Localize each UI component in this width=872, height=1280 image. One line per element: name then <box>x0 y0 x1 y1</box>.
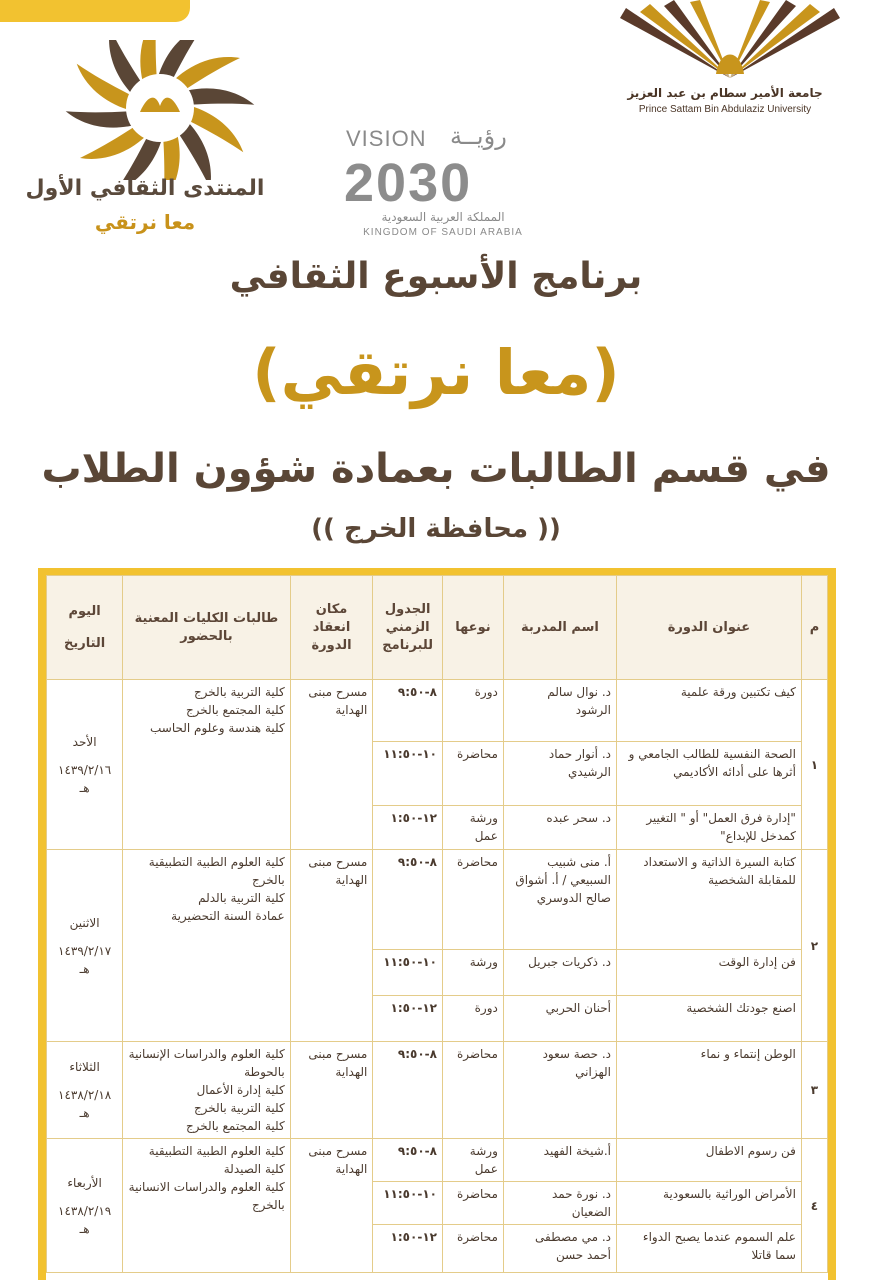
day-name: الاثنين <box>69 915 100 930</box>
vision-kingdom-arabic: المملكة العربية السعودية <box>381 210 505 224</box>
college-item: كلية هندسة وعلوم الحاسب <box>149 721 285 735</box>
course-type: ورشة <box>442 950 503 996</box>
program-title: برنامج الأسبوع الثقافي <box>229 256 643 297</box>
group-number: ٤ <box>801 1139 827 1273</box>
university-logo <box>600 0 860 120</box>
header-m: م <box>801 576 827 680</box>
course-time: ١٢-١:٥٠ <box>373 1225 443 1273</box>
trainer-name: د. أنوار حماد الرشيدي <box>503 742 616 806</box>
college-item: عمادة السنة التحضيرية <box>171 909 285 923</box>
department-title: في قسم الطالبات بعمادة شؤون الطلاب <box>41 446 831 492</box>
course-time: ١٠-١١:٥٠ <box>373 742 443 806</box>
course-title: اصنع جودتك الشخصية <box>617 996 802 1042</box>
day-name: الثلاثاء <box>69 1060 100 1074</box>
college-item: كلية المجتمع بالخرج <box>185 1119 285 1133</box>
vision-word: VISION <box>346 126 427 151</box>
trainer-name: أحنان الحربي <box>503 996 616 1042</box>
program-slogan: (معا نرتقي) <box>252 336 620 409</box>
trainer-name: د. ذكريات جبريل <box>503 950 616 996</box>
venue: مسرح مبنى الهداية <box>290 680 373 850</box>
course-title: كتابة السيرة الذاتية و الاستعداد للمقابلة الشخصية <box>617 850 802 950</box>
course-time: ٨-٩:٥٠ <box>373 1042 443 1139</box>
trainer-name: د. نورة حمد الضعيان <box>503 1182 616 1225</box>
colleges-cell <box>123 1042 291 1139</box>
header-type: نوعها <box>442 576 503 680</box>
course-title: كيف تكتبين ورقة علمية <box>617 680 802 742</box>
college-item: كلية العلوم الطبية التطبيقية <box>148 1144 285 1158</box>
college-item: كلية العلوم والدراسات الإنسانية بالحوطة <box>128 1047 285 1079</box>
header-place: مكان انعقاد الدورة <box>290 576 373 680</box>
vision-ruya: رؤيــة <box>450 122 507 150</box>
course-title: الوطن إنتماء و نماء <box>617 1042 802 1139</box>
table-row <box>47 850 828 950</box>
vision-kingdom-english: KINGDOM OF SAUDI ARABIA <box>363 227 523 238</box>
course-type: محاضرة <box>442 742 503 806</box>
header-day-date <box>47 576 123 680</box>
header-date: التاريخ <box>63 635 106 651</box>
header-day: اليوم <box>68 603 101 619</box>
course-title: علم السموم عندما يصبح الدواء سما قاتلا <box>617 1225 802 1273</box>
college-item: كلية التربية بالخرج <box>193 685 285 699</box>
course-type: محاضرة <box>442 1182 503 1225</box>
course-title: فن إدارة الوقت <box>617 950 802 996</box>
group-number: ١ <box>801 680 827 850</box>
university-emblem-icon <box>600 0 860 84</box>
schedule-body <box>47 680 828 1273</box>
college-item: كلية إدارة الأعمال <box>196 1083 285 1097</box>
colleges-cell <box>123 1139 291 1273</box>
header-trainer: اسم المدربة <box>503 576 616 680</box>
course-type: محاضرة <box>442 850 503 950</box>
table-row <box>47 1042 828 1139</box>
venue: مسرح مبنى الهداية <box>290 1139 373 1273</box>
course-time: ١٠-١١:٥٠ <box>373 1182 443 1225</box>
day-date-cell <box>47 850 123 1042</box>
trainer-name: د. حصة سعود الهزاني <box>503 1042 616 1139</box>
course-title: فن رسوم الاطفال <box>617 1139 802 1182</box>
forum-sunburst-icon <box>50 40 270 180</box>
course-time: ١٢-١:٥٠ <box>373 806 443 850</box>
day-date: ١٤٣٨/٢/١٩ هـ <box>58 1203 112 1236</box>
forum-subtitle: معا نرتقي <box>94 210 196 234</box>
day-name: الأربعاء <box>67 1175 102 1190</box>
header-time: الجدول الزمني للبرنامج <box>373 576 443 680</box>
trainer-name: أ.شيخة الفهيد <box>503 1139 616 1182</box>
course-time: ٨-٩:٥٠ <box>373 680 443 742</box>
colleges-cell <box>123 680 291 850</box>
group-number: ٢ <box>801 850 827 1042</box>
corner-decoration <box>0 0 190 22</box>
course-title: الأمراض الوراثية بالسعودية <box>617 1182 802 1225</box>
trainer-name: د. مي مصطفى أحمد حسن <box>503 1225 616 1273</box>
header-title: عنوان الدورة <box>617 576 802 680</box>
college-item: كلية المجتمع بالخرج <box>185 703 285 717</box>
college-item: كلية التربية بالخرج <box>193 1101 285 1115</box>
trainer-name: د. سحر عبده <box>503 806 616 850</box>
course-time: ١٢-١:٥٠ <box>373 996 443 1042</box>
course-type: دورة <box>442 996 503 1042</box>
header-colleges: طالبات الكليات المعنية بالحضور <box>123 576 291 680</box>
day-date-cell <box>47 680 123 850</box>
course-type: محاضرة <box>442 1042 503 1139</box>
college-item: كلية العلوم الطبية التطبيقية بالخرج <box>148 855 285 887</box>
course-title: الصحة النفسية للطالب الجامعي و أثرها على أدائه الأكاديمي <box>617 742 802 806</box>
course-time: ٨-٩:٥٠ <box>373 850 443 950</box>
day-date: ١٤٣٨/٢/١٨ هـ <box>58 1088 112 1120</box>
course-time: ٨-٩:٥٠ <box>373 1139 443 1182</box>
course-time: ١٠-١١:٥٠ <box>373 950 443 996</box>
schedule-table-wrapper <box>46 575 828 1280</box>
university-name-arabic: جامعة الأمير سطام بن عبد العزيز <box>627 86 823 100</box>
table-row <box>47 680 828 742</box>
course-type: ورشة عمل <box>442 806 503 850</box>
venue: مسرح مبنى الهداية <box>290 1042 373 1139</box>
course-type: دورة <box>442 680 503 742</box>
course-type: محاضرة <box>442 1225 503 1273</box>
governorate-title: (( محافظة الخرج )) <box>311 514 561 544</box>
college-item: كلية الصيدلة <box>223 1162 285 1176</box>
university-name-english: Prince Sattam Bin Abdulaziz University <box>638 104 812 115</box>
day-date-cell <box>47 1042 123 1139</box>
colleges-cell <box>123 850 291 1042</box>
trainer-name: أ. منى شبيب السبيعي / أ. أشواق صالح الدوسري <box>503 850 616 950</box>
college-item: كلية العلوم والدراسات الانسانية بالخرج <box>128 1180 285 1212</box>
schedule-table <box>46 575 828 1273</box>
course-type: ورشة عمل <box>442 1139 503 1182</box>
table-row <box>47 1139 828 1182</box>
day-date-cell <box>47 1139 123 1273</box>
day-date: ١٤٣٩/٢/١٦ هـ <box>58 762 112 795</box>
day-name: الأحد <box>72 734 97 749</box>
group-number: ٣ <box>801 1042 827 1139</box>
venue: مسرح مبنى الهداية <box>290 850 373 1042</box>
forum-title: المنتدى الثقافي الأول <box>25 176 265 201</box>
college-item: كلية التربية بالدلم <box>198 891 285 905</box>
day-date: ١٤٣٩/٢/١٧ هـ <box>58 943 112 976</box>
course-title: "إدارة فرق العمل" أو " التغيير كمدخل للإبداع" <box>617 806 802 850</box>
vision-year: 2030 <box>344 153 473 213</box>
vision-2030-logo <box>340 122 540 246</box>
trainer-name: د. نوال سالم الرشود <box>503 680 616 742</box>
